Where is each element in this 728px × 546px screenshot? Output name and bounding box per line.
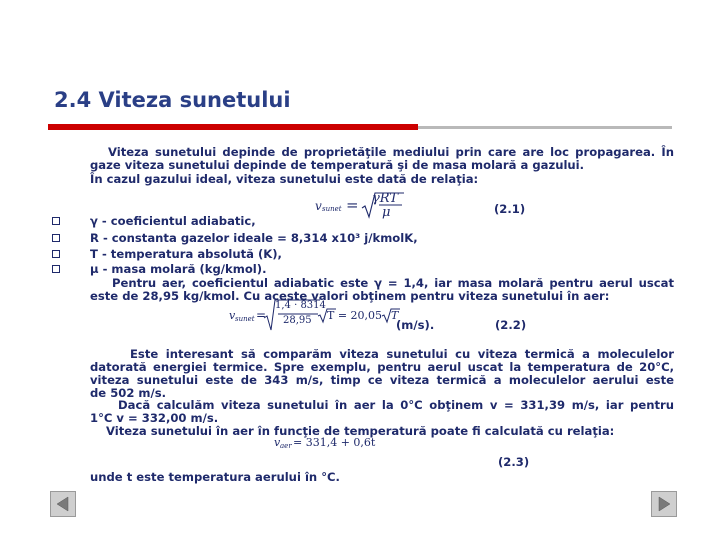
para2-line-2: este de 28,95 kg/kmol. Cu aceste valori obţinem pentru viteza sunetului în aer: xyxy=(90,289,610,303)
para3-line-4: de 502 m/s. xyxy=(90,386,167,400)
bullet-marker xyxy=(52,265,60,273)
bullet-marker xyxy=(52,217,60,225)
bullet-marker xyxy=(52,234,60,242)
bullet-marker xyxy=(52,250,60,258)
bullet-item: γ - coeficientul adiabatic, xyxy=(90,214,256,228)
eq1-numerator: γRT xyxy=(372,191,398,206)
eq3-lhs: v xyxy=(274,436,281,449)
page-title: 2.4 Viteza sunetului xyxy=(54,88,291,112)
closing-line: unde t este temperatura aerului în °C. xyxy=(90,470,340,484)
eq2-numerator: 1,4 · 8314 xyxy=(275,300,326,311)
para3-line-2: datorată energiei termice. Spre exemplu, pentru aerul uscat la temperatura de 20°C, xyxy=(90,360,674,374)
para4-line-2: 1°C v = 332,00 m/s. xyxy=(90,411,219,425)
eq3-sub: aer xyxy=(280,442,292,450)
eq2-denominator: 28,95 xyxy=(283,315,312,326)
eq1-denominator: μ xyxy=(382,205,391,220)
eq2-middle: T = 20,05 xyxy=(327,309,383,322)
intro-line-3: În cazul gazului ideal, viteza sunetului este dată de relaţia: xyxy=(90,172,479,186)
previous-slide-button[interactable] xyxy=(50,491,76,517)
eq2-T: T xyxy=(391,309,399,322)
arrow-right-icon xyxy=(655,495,673,513)
eq2-lhs: v xyxy=(229,309,236,322)
eq3-rhs: = 331,4 + 0,6t xyxy=(293,436,376,449)
intro-line-2: gaze viteza sunetului depinde de temperatură şi de masa molară a gazului. xyxy=(90,158,585,172)
eq1-lhs: v xyxy=(315,199,322,213)
eq3-number: (2.3) xyxy=(498,455,530,469)
para3-line-1: Este interesant să comparăm viteza sunetului cu viteza termică a moleculelor xyxy=(130,347,674,361)
bullet-item: T - temperatura absolută (K), xyxy=(90,247,282,261)
para3-line-3: viteza sunetului este de 343 m/s, timp ce viteza termică a moleculelor aerului este xyxy=(90,373,674,387)
eq2-equals: = xyxy=(256,308,267,322)
eq2-number: (2.2) xyxy=(495,318,527,332)
next-slide-button[interactable] xyxy=(651,491,677,517)
intro-line-1: Viteza sunetului depinde de proprietăţile mediului prin care are loc propagarea. În xyxy=(108,145,674,159)
bullet-item: R - constanta gazelor ideale = 8,314 x10³ j/kmolK, xyxy=(90,231,418,245)
eq1-sub: sunet xyxy=(322,205,342,213)
eq2-unit: (m/s). xyxy=(396,318,435,332)
bullet-item: µ - masa molară (kg/kmol). xyxy=(90,262,267,276)
para2-line-1: Pentru aer, coeficientul adiabatic este γ = 1,4, iar masa molară pentru aerul uscat xyxy=(112,276,674,290)
eq2-sub: sunet xyxy=(235,315,255,323)
eq1-number: (2.1) xyxy=(494,202,526,216)
title-underline-red xyxy=(48,124,418,130)
arrow-left-icon xyxy=(54,495,72,513)
para5-line-1: Viteza sunetului în aer în funcţie de temperatură poate fi calculată cu relaţia: xyxy=(106,424,615,438)
para4-line-1: Dacă calculăm viteza sunetului în aer la 0°C obţinem v = 331,39 m/s, iar pentru xyxy=(118,398,674,412)
eq1-equals: = xyxy=(346,196,359,214)
